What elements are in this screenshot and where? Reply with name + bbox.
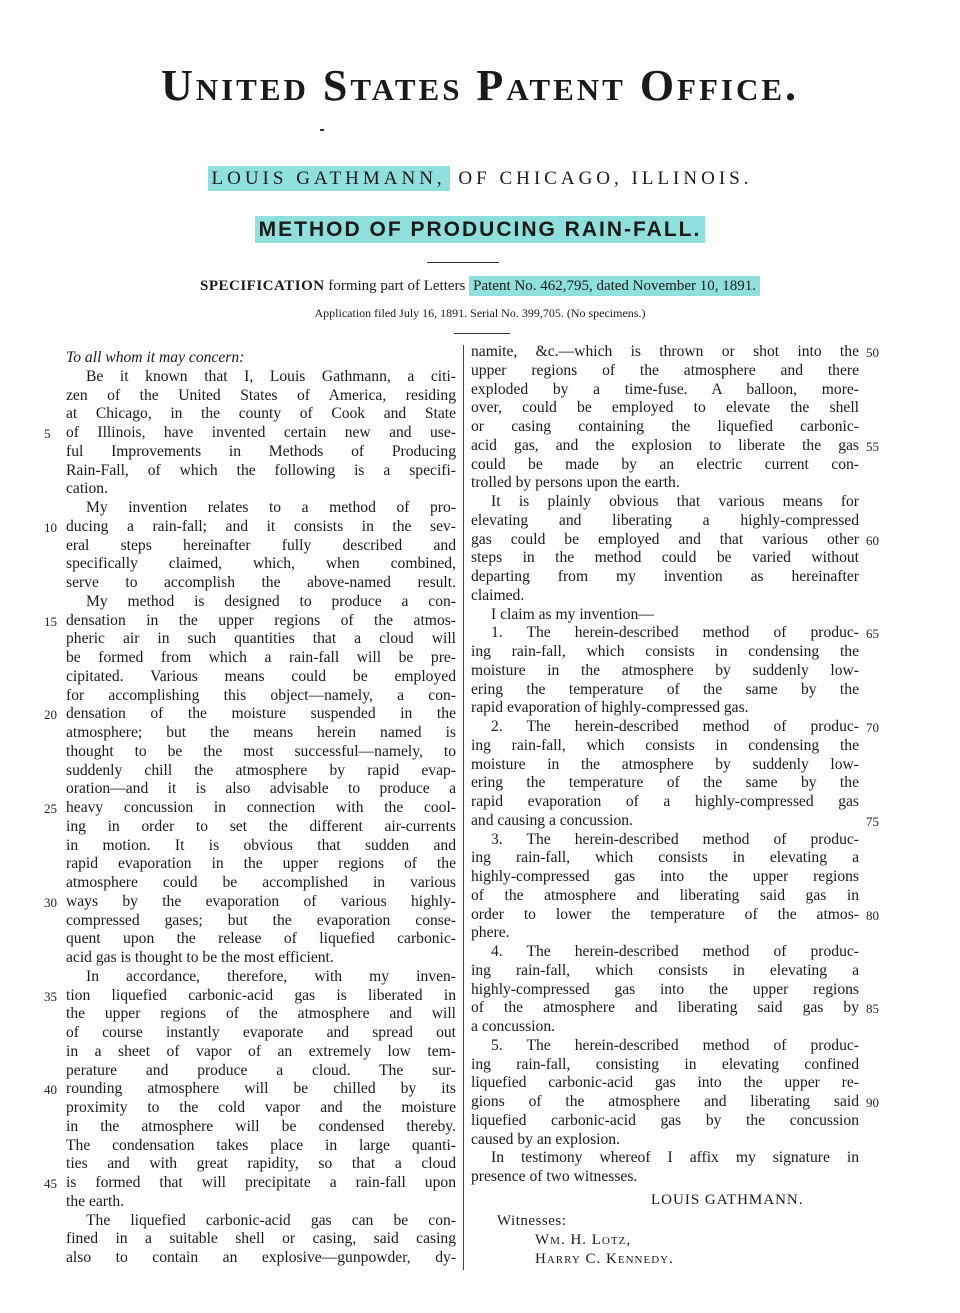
text-line: caused by an explosion. xyxy=(471,1130,620,1148)
line-number: 65 xyxy=(866,626,879,642)
text-line: in motion. It is obvious that sudden and xyxy=(66,836,456,854)
patent-number: Patent No. 462,795, dated November 10, 1891. xyxy=(469,276,760,296)
text-line: atmosphere; but the means herein named is xyxy=(66,724,456,741)
text-line: 1. The herein-described method of produc- xyxy=(491,624,859,642)
signature-name: LOUIS GATHMANN. xyxy=(651,1192,804,1208)
line-number: 25 xyxy=(44,801,57,816)
text-line: To all whom it may concern: xyxy=(66,349,245,366)
text-line: in a sheet of vapor of an extremely low tem- xyxy=(66,1042,456,1060)
text-line: proximity to the cold vapor and the moisture xyxy=(66,1099,456,1116)
application-rule xyxy=(454,333,510,334)
text-line: ful Improvements in Methods of Producing xyxy=(66,442,456,460)
text-line: moisture in the atmosphere by suddenly low- xyxy=(471,755,859,773)
text-line: ering the temperature of the same by the xyxy=(471,680,859,698)
text-line: acid gas, and the explosion to liberate the gas xyxy=(471,436,859,454)
text-line: 3. The herein-described method of produc- xyxy=(491,830,859,848)
text-line: ties and with great rapidity, so that a cloud xyxy=(66,1155,456,1173)
text-line: is formed that will precipitate a rain-fall upon xyxy=(66,1174,456,1191)
text-line: densation in the upper regions of the atmos- xyxy=(66,611,456,629)
line-number: 70 xyxy=(866,720,879,735)
right-column xyxy=(471,343,859,1187)
line-number: 20 xyxy=(44,707,57,723)
text-line: tion liquefied carbonic-acid gas is liberated in xyxy=(66,986,456,1004)
text-line: acid gas is thought to be the most efficient. xyxy=(66,949,334,966)
text-line: pheric air in such quantities that a cloud will xyxy=(66,630,456,648)
text-line: rapid evaporation in the upper regions of the xyxy=(66,855,456,873)
text-line: of course instantly evaporate and spread out xyxy=(66,1024,456,1041)
text-line: gas could be employed and that various other xyxy=(471,530,859,548)
text-line: elevating and liberating a highly-compressed xyxy=(471,511,859,529)
text-line: In accordance, therefore, with my inven- xyxy=(86,967,456,985)
text-line: ering the temperature of the same by the xyxy=(471,774,859,792)
text-line: could be made by an electric current con- xyxy=(471,455,859,473)
divider-dot xyxy=(320,129,324,131)
text-line: liquefied carbonic-acid gas into the upper re- xyxy=(471,1074,859,1092)
text-line: rounding atmosphere will be chilled by its xyxy=(66,1080,456,1098)
text-line: Rain-Fall, of which the following is a specifi- xyxy=(66,461,456,479)
line-number: 35 xyxy=(44,988,57,1004)
title-rule xyxy=(427,262,499,263)
text-line: of Illinois, have invented certain new and use- xyxy=(66,424,456,441)
text-line: quent upon the release of liquefied carbonic- xyxy=(66,930,456,948)
text-line: 4. The herein-described method of produc- xyxy=(491,943,859,960)
text-line: ducing a rain-fall; and it consists in the sev- xyxy=(66,517,456,535)
text-line: ing rain-fall, consisting in elevating confined xyxy=(471,1055,859,1073)
text-line: gions of the atmosphere and liberating said xyxy=(471,1093,859,1110)
text-line: I claim as my invention— xyxy=(491,605,654,623)
line-number: 45 xyxy=(44,1176,57,1191)
column-divider xyxy=(463,345,464,1270)
text-line: perature and produce a cloud. The sur- xyxy=(66,1061,456,1079)
text-line: or casing containing the liquefied carbonic- xyxy=(471,418,859,435)
line-number: 30 xyxy=(44,894,57,910)
witness-2: Harry C. Kennedy. xyxy=(535,1251,674,1267)
inventor-location: OF CHICAGO, ILLINOIS. xyxy=(458,168,753,189)
specification-forming: forming part of Letters xyxy=(328,278,466,294)
text-line: suddenly chill the atmosphere by rapid evap- xyxy=(66,761,456,779)
text-line: over, could be employed to elevate the shell xyxy=(471,399,859,417)
text-line: specifically claimed, which, when combined, xyxy=(66,555,456,573)
patent-title-text: METHOD OF PRODUCING RAIN-FALL. xyxy=(255,216,706,243)
text-line: liquefied carbonic-acid gas by the concussion xyxy=(471,1111,859,1129)
text-line: ing rain-fall, which consists in condensing the xyxy=(471,736,859,754)
text-line: 2. The herein-described method of produc- xyxy=(491,718,859,735)
specification-label: SPECIFICATION xyxy=(200,278,325,294)
text-line: ing rain-fall, which consists in condensing the xyxy=(471,643,859,660)
text-line: oration—and it is also advisable to produce a xyxy=(66,780,456,798)
witness-1: Wm. H. Lotz, xyxy=(535,1232,632,1248)
line-number: 50 xyxy=(866,345,879,360)
text-line: a concussion. xyxy=(471,1018,556,1035)
text-line: at Chicago, in the county of Cook and State xyxy=(66,405,456,423)
line-number: 60 xyxy=(866,532,879,548)
text-line: trolled by persons upon the earth. xyxy=(471,474,680,492)
office-heading: United States Patent Office. xyxy=(160,61,800,110)
left-column xyxy=(66,349,456,1268)
text-line: departing from my invention as hereinafter xyxy=(471,568,859,585)
line-number: 10 xyxy=(44,519,57,535)
text-line: order to lower the temperature of the atmos- xyxy=(471,905,859,923)
text-line: serve to accomplish the above-named result. xyxy=(66,574,456,591)
text-line: ways by the evaporation of various highly- xyxy=(66,892,456,910)
text-line: claimed. xyxy=(471,586,525,604)
text-line: zen of the United States of America, residing xyxy=(66,386,456,404)
text-line: thought to be the most successful—namely, to xyxy=(66,742,456,760)
text-line: and causing a concussion. xyxy=(471,811,633,829)
text-line: also to contain an explosive—gunpowder, dy- xyxy=(66,1249,456,1266)
inventor-name: LOUIS GATHMANN, xyxy=(208,166,450,191)
line-number: 55 xyxy=(866,438,879,454)
line-number: 75 xyxy=(866,813,879,829)
text-line: for accomplishing this object—namely, a con- xyxy=(66,686,456,704)
text-line: cipitated. Various means could be employed xyxy=(66,667,456,685)
text-line: exploded by a time-fuse. A balloon, more- xyxy=(471,380,859,398)
text-line: rapid evaporation of highly-compressed gas. xyxy=(471,699,749,717)
text-line: It is plainly obvious that various means for xyxy=(491,493,859,510)
patent-title xyxy=(0,218,960,242)
text-line: moisture in the atmosphere by suddenly low- xyxy=(471,661,859,679)
text-line: highly-compressed gas into the upper regions xyxy=(471,980,859,998)
text-line: The liquefied carbonic-acid gas can be con- xyxy=(86,1211,456,1229)
text-line: fined in a suitable shell or casing, said casing xyxy=(66,1230,456,1248)
line-number: 40 xyxy=(44,1082,57,1098)
text-line: of the atmosphere and liberating said gas in xyxy=(471,886,859,904)
text-line: be formed from which a rain-fall will be pre- xyxy=(66,649,456,666)
inventor-line xyxy=(0,168,960,190)
line-number: 80 xyxy=(866,907,879,923)
text-line: steps in the method could be varied without xyxy=(471,549,859,567)
text-line: of the atmosphere and liberating said gas by xyxy=(471,999,859,1017)
application-line: Application filed July 16, 1891. Serial No. 399,705. (No specimens.) xyxy=(314,306,646,320)
line-number: 5 xyxy=(44,426,51,441)
text-line: ing in order to set the different air-currents xyxy=(66,817,456,835)
text-line: heavy concussion in connection with the cool- xyxy=(66,799,456,816)
line-number: 90 xyxy=(866,1095,879,1110)
text-line: cation. xyxy=(66,480,108,498)
text-line: My invention relates to a method of pro- xyxy=(86,499,456,516)
text-line: namite, &c.—which is thrown or shot into the xyxy=(471,343,859,360)
line-number: 15 xyxy=(44,613,57,629)
text-line: densation of the moisture suspended in the xyxy=(66,705,456,723)
text-line: the earth. xyxy=(66,1192,125,1210)
text-line: The condensation takes place in large quanti- xyxy=(66,1136,456,1154)
text-line: 5. The herein-described method of produc- xyxy=(491,1036,859,1054)
text-line: rapid evaporation of a highly-compressed gas xyxy=(471,793,859,810)
text-line: highly-compressed gas into the upper regions xyxy=(471,868,859,885)
text-line: My method is designed to produce a con- xyxy=(86,592,456,610)
text-line: the upper regions of the atmosphere and will xyxy=(66,1005,456,1023)
text-line: Be it known that I, Louis Gathmann, a citi- xyxy=(86,367,456,385)
text-line: ing rain-fall, which consists in elevating a xyxy=(471,849,859,867)
text-line: eral steps hereinafter fully described and xyxy=(66,536,456,554)
text-line: upper regions of the atmosphere and there xyxy=(471,361,859,379)
text-line: atmosphere could be accomplished in various xyxy=(66,874,456,891)
text-line: in the atmosphere will be condensed thereby. xyxy=(66,1117,456,1135)
line-number: 85 xyxy=(866,1001,879,1017)
witnesses-label: Witnesses: xyxy=(497,1213,567,1229)
text-line: compressed gases; but the evaporation conse- xyxy=(66,911,456,929)
specification-line xyxy=(0,278,960,295)
text-line: presence of two witnesses. xyxy=(471,1168,638,1185)
text-line: In testimony whereof I affix my signature in xyxy=(491,1149,859,1167)
text-line: phere. xyxy=(471,924,510,942)
text-line: ing rain-fall, which consists in elevating a xyxy=(471,961,859,979)
